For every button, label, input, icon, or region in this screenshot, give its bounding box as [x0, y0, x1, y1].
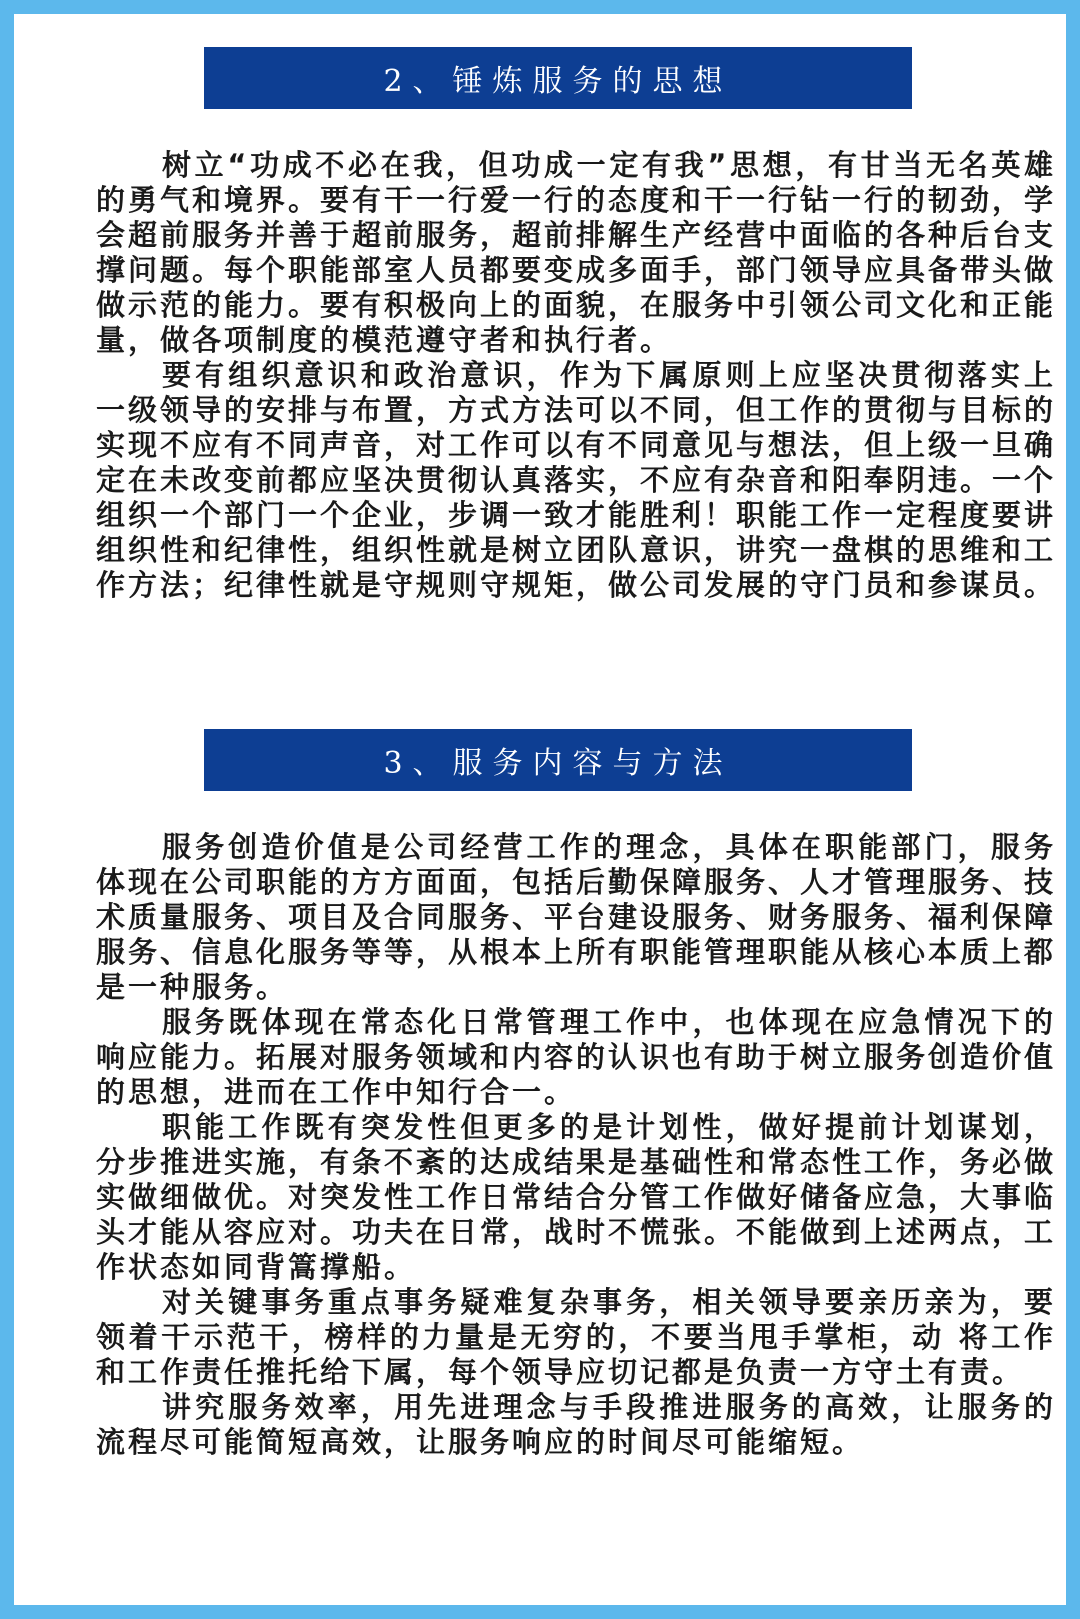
section-3-paragraph: 对关键事务重点事务疑难复杂事务，相关领导要亲历亲为，要领着干示范干，榜样的力量是无穷的，不要当甩手掌柜，动 将工作和工作责任推托给下属，每个领导应切记都是负责一方守土有责。 — [96, 1285, 1056, 1389]
section-2-body — [96, 148, 1056, 603]
document-page — [14, 14, 1066, 1605]
section-3-paragraph: 服务创造价值是公司经营工作的理念，具体在职能部门，服务体现在公司职能的方方面面，包括后勤保障服务、人才管理服务、技术质量服务、项目及合同服务、平台建设服务、财务服务、福利保障服务、信息化服务等等，从根本上所有职能管理职能从核心本质上都是一种服务。 — [96, 830, 1057, 1004]
section-3-paragraph: 讲究服务效率，用先进理念与手段推进服务的高效，让服务的流程尽可能简短高效，让服务响应的时间尽可能缩短。 — [96, 1390, 1056, 1459]
section-3-paragraph: 服务既体现在常态化日常管理工作中，也体现在应急情况下的响应能力。拓展对服务领域和内容的认识也有助于树立服务创造价值的思想，进而在工作中知行合一。 — [96, 1005, 1057, 1109]
section-2-paragraph: 树立“功成不必在我，但功成一定有我”思想，有甘当无名英雄的勇气和境界。要有干一行爱一行的态度和干一行钻一行的韧劲，学会超前服务并善于超前服务，超前排解生产经营中面临的各种后台支撑问题。每个职能部室人员都要变成多面手，部门领导应具备带头做做示范的能力。要有积极向上的面貌，在服务中引领公司文化和正能量，做各项制度的模范遵守者和执行者。 — [96, 148, 1057, 357]
section-2-header: 2、锤炼服务的思想 — [204, 47, 912, 109]
section-3-paragraph: 职能工作既有突发性但更多的是计划性，做好提前计划谋划，分步推进实施，有条不紊的达成结果是基础性和常态性工作，务必做实做细做优。对突发性工作日常结合分管工作做好储备应急，大事临头才能从容应对。功夫在日常，战时不慌张。不能做到上述两点，工作状态如同背篙撑船。 — [96, 1110, 1057, 1284]
section-3-header: 3、服务内容与方法 — [204, 729, 912, 791]
section-3-body — [96, 830, 1056, 1460]
section-2-paragraph: 要有组织意识和政治意识，作为下属原则上应坚决贯彻落实上一级领导的安排与布置，方式方法可以不同，但工作的贯彻与目标的实现不应有不同声音，对工作可以有不同意见与想法，但上级一旦确定在未改变前都应坚决贯彻认真落实，不应有杂音和阳奉阴违。一个组织一个部门一个企业，步调一致才能胜利！职能工作一定程度要讲组织性和纪律性，组织性就是树立团队意识，讲究一盘棋的思维和工作方法；纪律性就是守规则守规矩，做公司发展的守门员和参谋员。 — [96, 358, 1057, 602]
